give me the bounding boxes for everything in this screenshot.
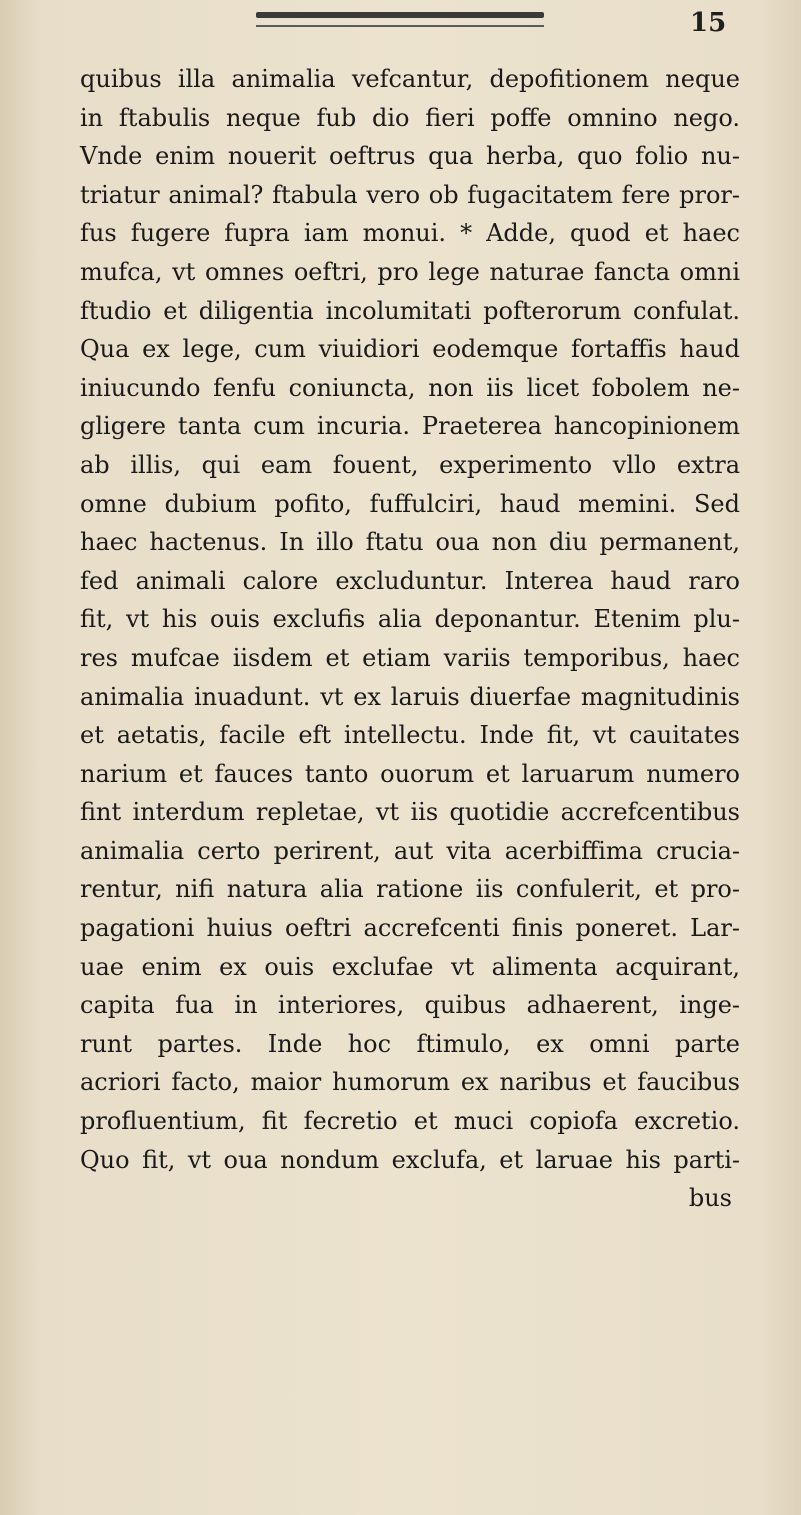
text-line: ftudio et diligentia incolumitati pofterorum confulat. xyxy=(80,296,740,325)
text-line: haec hactenus. In illo ftatu oua non diu permanent, xyxy=(80,528,740,557)
catchword: bus xyxy=(688,1184,732,1213)
text-line: res mufcae iisdem et etiam variis temporibus, haec xyxy=(80,643,740,672)
header-rule xyxy=(256,12,544,18)
text-line: animalia inuadunt. vt ex laruis diuerfae magnitudinis xyxy=(80,682,740,711)
text-line: mufca, vt omnes oeftri, pro lege naturae fancta omni xyxy=(80,257,740,286)
text-line: in ftabulis neque fub dio fieri poffe omnino nego. xyxy=(80,103,740,132)
text-line: narium et fauces tanto ouorum et laruarum numero xyxy=(80,759,740,788)
text-line: runt partes. Inde hoc ftimulo, ex omni parte xyxy=(80,1029,740,1058)
text-line: animalia certo perirent, aut vita acerbiffima crucia- xyxy=(80,836,740,865)
text-line: profluentium, fit fecretio et muci copiofa excretio. xyxy=(80,1107,740,1136)
header-rule-thin xyxy=(256,25,544,27)
text-line: pagationi huius oeftri accrefcenti finis poneret. Lar- xyxy=(80,914,740,943)
text-line: fit, vt his ouis exclufis alia deponantur. Etenim plu- xyxy=(80,605,740,634)
text-line: et aetatis, facile eft intellectu. Inde fit, vt cauitates xyxy=(80,721,740,750)
text-line: fint interdum repletae, vt iis quotidie accrefcentibus xyxy=(80,798,740,827)
text-line: Vnde enim nouerit oeftrus qua herba, quo folio nu- xyxy=(80,142,740,171)
text-line: fus fugere fupra iam monui. * Adde, quod et haec xyxy=(80,219,740,248)
text-line: Qua ex lege, cum viuidiori eodemque fortaffis haud xyxy=(80,335,740,364)
body-text xyxy=(80,60,740,1218)
text-line: Quo fit, vt oua nondum exclufa, et laruae his parti- xyxy=(80,1145,740,1174)
text-line: fed animali calore excluduntur. Interea haud raro xyxy=(80,566,740,595)
text-line: capita fua in interiores, quibus adhaerent, inge- xyxy=(80,991,740,1020)
text-line: iniucundo fenfu coniuncta, non iis licet fobolem ne- xyxy=(80,373,740,402)
text-line: triatur animal? ftabula vero ob fugacitatem fere pror- xyxy=(80,180,740,209)
text-line: uae enim ex ouis exclufae vt alimenta acquirant, xyxy=(80,952,740,981)
text-line: ab illis, qui eam fouent, experimento vllo extra xyxy=(80,450,740,479)
text-line: rentur, nifi natura alia ratione iis confulerit, et pro- xyxy=(80,875,740,904)
text-line: quibus illa animalia vefcantur, depofitionem neque xyxy=(80,65,740,93)
text-line: acriori facto, maior humorum ex naribus et faucibus xyxy=(80,1068,740,1097)
text-line: omne dubium pofito, fuffulciri, haud memini. Sed xyxy=(80,489,740,518)
page-number: 15 xyxy=(690,8,727,38)
text-line: gligere tanta cum incuria. Praeterea hancopinionem xyxy=(80,412,740,441)
